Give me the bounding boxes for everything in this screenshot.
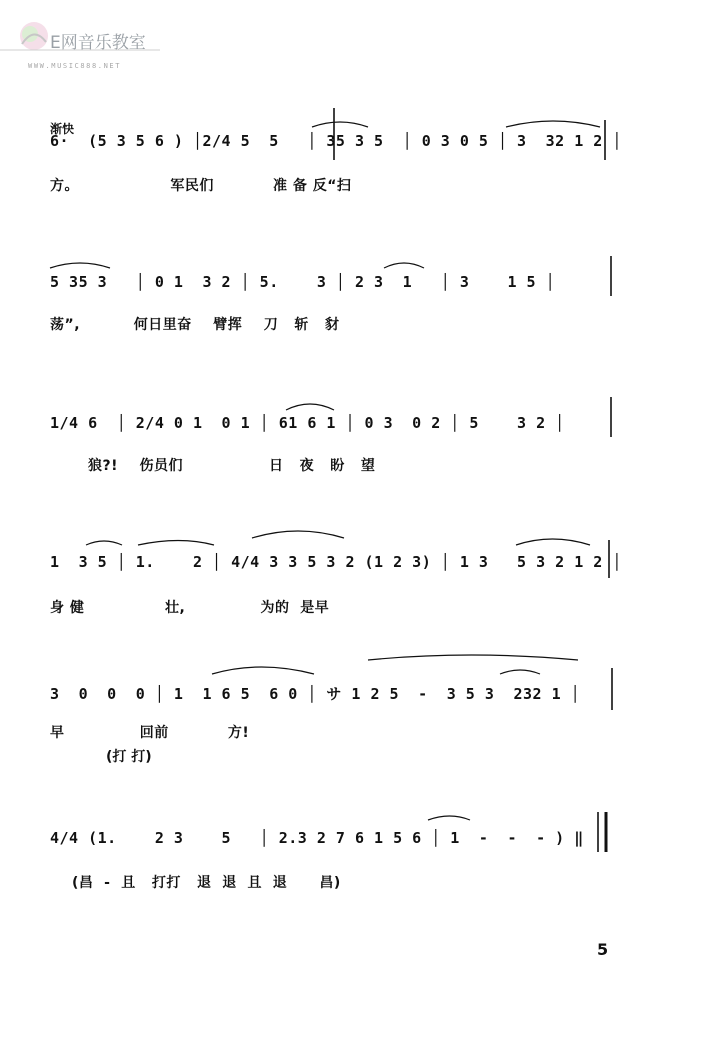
score-line-2-lyrics: 荡”, 何日里奋 臂挥 刀 斩 豺 <box>50 317 340 333</box>
score-line-1-lyrics: 方。 军民们 准 备 反“扫 <box>50 178 352 194</box>
score-line-1-notes: 6· (5 3 5 6 ) │2/4 5 5 │ 35 3 5 │ 0 3 0 5 │ 3 32 1 2 │ <box>50 132 622 150</box>
score-line-5-percussion: (打 打) <box>106 749 152 765</box>
score-line-3-notes: 1/4 6 │ 2/4 0 1 0 1 │ 61 6 1 │ 0 3 0 2 │ 5 3 2 │ <box>50 414 565 432</box>
score-line-6-notes: 4/4 (1. 2 3 5 │ 2.3 2 7 6 1 5 6 │ 1 - - - ) ‖ <box>50 829 584 847</box>
page-number: 5 <box>597 940 609 959</box>
watermark-url: WWW.MUSIC888.NET <box>28 62 122 70</box>
tempo-mark: 渐快 <box>50 122 75 136</box>
score-line-5-lyrics: 早 回前 方! <box>50 725 250 741</box>
score-line-3-lyrics: 狼?! 伤员们 日 夜 盼 望 <box>88 458 376 474</box>
score-line-2-notes: 5 35 3 │ 0 1 3 2 │ 5. 3 │ 2 3 1 │ 3 1 5 │ <box>50 273 556 291</box>
score-line-4-notes: 1 3 5 │ 1. 2 │ 4/4 3 3 5 3 2 (1 2 3) │ 1 3 5 3 2 1 2 │ <box>50 553 622 571</box>
watermark-title: E网音乐教室 <box>50 33 146 53</box>
score-line-6-lyrics: (昌 - 且 打打 退 退 且 退 昌) <box>72 875 341 891</box>
score-line-4-lyrics: 身 健 壮, 为的 是早 <box>50 600 330 616</box>
score-line-5-notes: 3 0 0 0 │ 1 1 6 5 6 0 │ サ 1 2 5 - 3 5 3 232 1 │ <box>50 685 581 703</box>
